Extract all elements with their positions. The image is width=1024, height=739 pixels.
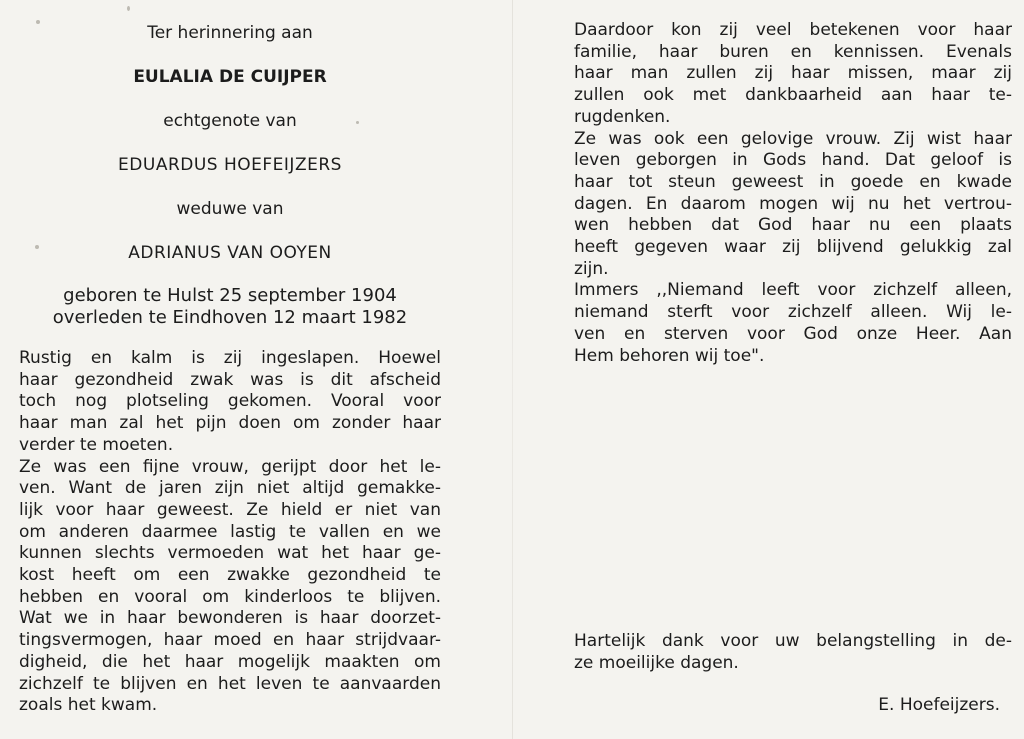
text-line: zichzelf te blijven en het leven te aanvaarden (19, 673, 441, 694)
death-text: overleden te Eindhoven 12 maart 1982 (52, 307, 408, 328)
former-spouse-name-text: ADRIANUS VAN OOYEN (128, 243, 332, 263)
text-line: Ze was een fijne vrouw, gerijpt door het le- (19, 456, 441, 477)
spouse-name (0, 154, 460, 176)
text-line: Immers ,,Niemand leeft voor zichzelf alleen, (574, 280, 1012, 301)
text-line: familie, haar buren en kennissen. Evenals (574, 41, 1012, 62)
text-line: tingsvermogen, haar moed en haar strijdvaar- (19, 630, 441, 651)
text-line: lijk voor haar geweest. Ze hield er niet van (19, 499, 441, 520)
text-line: haar gezondheid zwak was is dit afscheid (19, 369, 441, 390)
text-line: ze moeilijke dagen. (574, 652, 739, 673)
right-page (512, 0, 1024, 739)
text-line: verder te moeten. (19, 434, 174, 455)
text-line: dagen. En daarom mogen wij nu het vertrou- (574, 193, 1012, 214)
text-line: digheid, die het haar mogelijk maakten om (19, 651, 441, 672)
text-line: Ze was ook een gelovige vrouw. Zij wist haar (574, 128, 1012, 149)
text-line: haar tot steun geweest in goede en kwade (574, 171, 1012, 192)
memorial-text-left (19, 348, 441, 717)
birth-text: geboren te Hulst 25 september 1904 (63, 285, 397, 306)
text-line: hebben en vooral om kinderloos te blijven. (19, 586, 441, 607)
text-line: zullen ook met dankbaarheid aan haar te- (574, 85, 1012, 106)
spouse-name-text: EDUARDUS HOEFEIJZERS (118, 155, 342, 175)
text-line: ven. Want de jaren zijn niet altijd gemakke- (19, 478, 441, 499)
signature: E. Hoefeijzers. (878, 695, 1000, 715)
text-line: Hartelijk dank voor uw belangstelling in de- (574, 631, 1012, 651)
widow-intro-text: weduwe van (176, 199, 284, 219)
text-line: haar man zullen zij haar missen, maar zij (574, 63, 1012, 84)
deceased-name (0, 66, 460, 88)
death-line (0, 307, 460, 329)
text-line: kost heeft om een zwakke gezondheid te (19, 565, 441, 586)
spouse-intro (0, 110, 460, 132)
widow-intro (0, 198, 460, 220)
text-line: kunnen slechts vermoeden wat het haar ge- (19, 543, 441, 564)
spouse-intro-text: echtgenote van (163, 111, 297, 131)
memorial-text-right (574, 20, 1012, 367)
text-line: niemand sterft voor zichzelf alleen. Wij le- (574, 302, 1012, 323)
text-line: rugdenken. (574, 106, 671, 127)
text-line: ven en sterven voor God onze Heer. Aan (574, 323, 1012, 344)
deceased-name-text: EULALIA DE CUIJPER (133, 67, 327, 87)
intro-line (0, 22, 460, 44)
former-spouse-name (0, 242, 460, 264)
text-line: heeft gegeven waar zij blijvend gelukkig zal (574, 237, 1012, 258)
text-line: Daardoor kon zij veel betekenen voor haar (574, 20, 1012, 40)
text-line: toch nog plotseling gekomen. Vooral voor (19, 391, 441, 412)
text-line: om anderen daarmee lastig te vallen en we (19, 521, 441, 542)
intro-text: Ter herinnering aan (147, 23, 313, 43)
text-line: leven geborgen in Gods hand. Dat geloof is (574, 150, 1012, 171)
text-line: haar man zal het pijn doen om zonder haar (19, 413, 441, 434)
text-line: wen hebben dat God haar nu een plaats (574, 215, 1012, 236)
text-line: zoals het kwam. (19, 695, 158, 716)
text-line: zijn. (574, 258, 609, 279)
text-line: Wat we in haar bewonderen is haar doorzet- (19, 608, 441, 629)
thanks-text (574, 631, 1012, 674)
text-line: Hem behoren wij toe". (574, 345, 765, 366)
text-line: Rustig en kalm is zij ingeslapen. Hoewel (19, 348, 441, 368)
birth-line (0, 285, 460, 307)
